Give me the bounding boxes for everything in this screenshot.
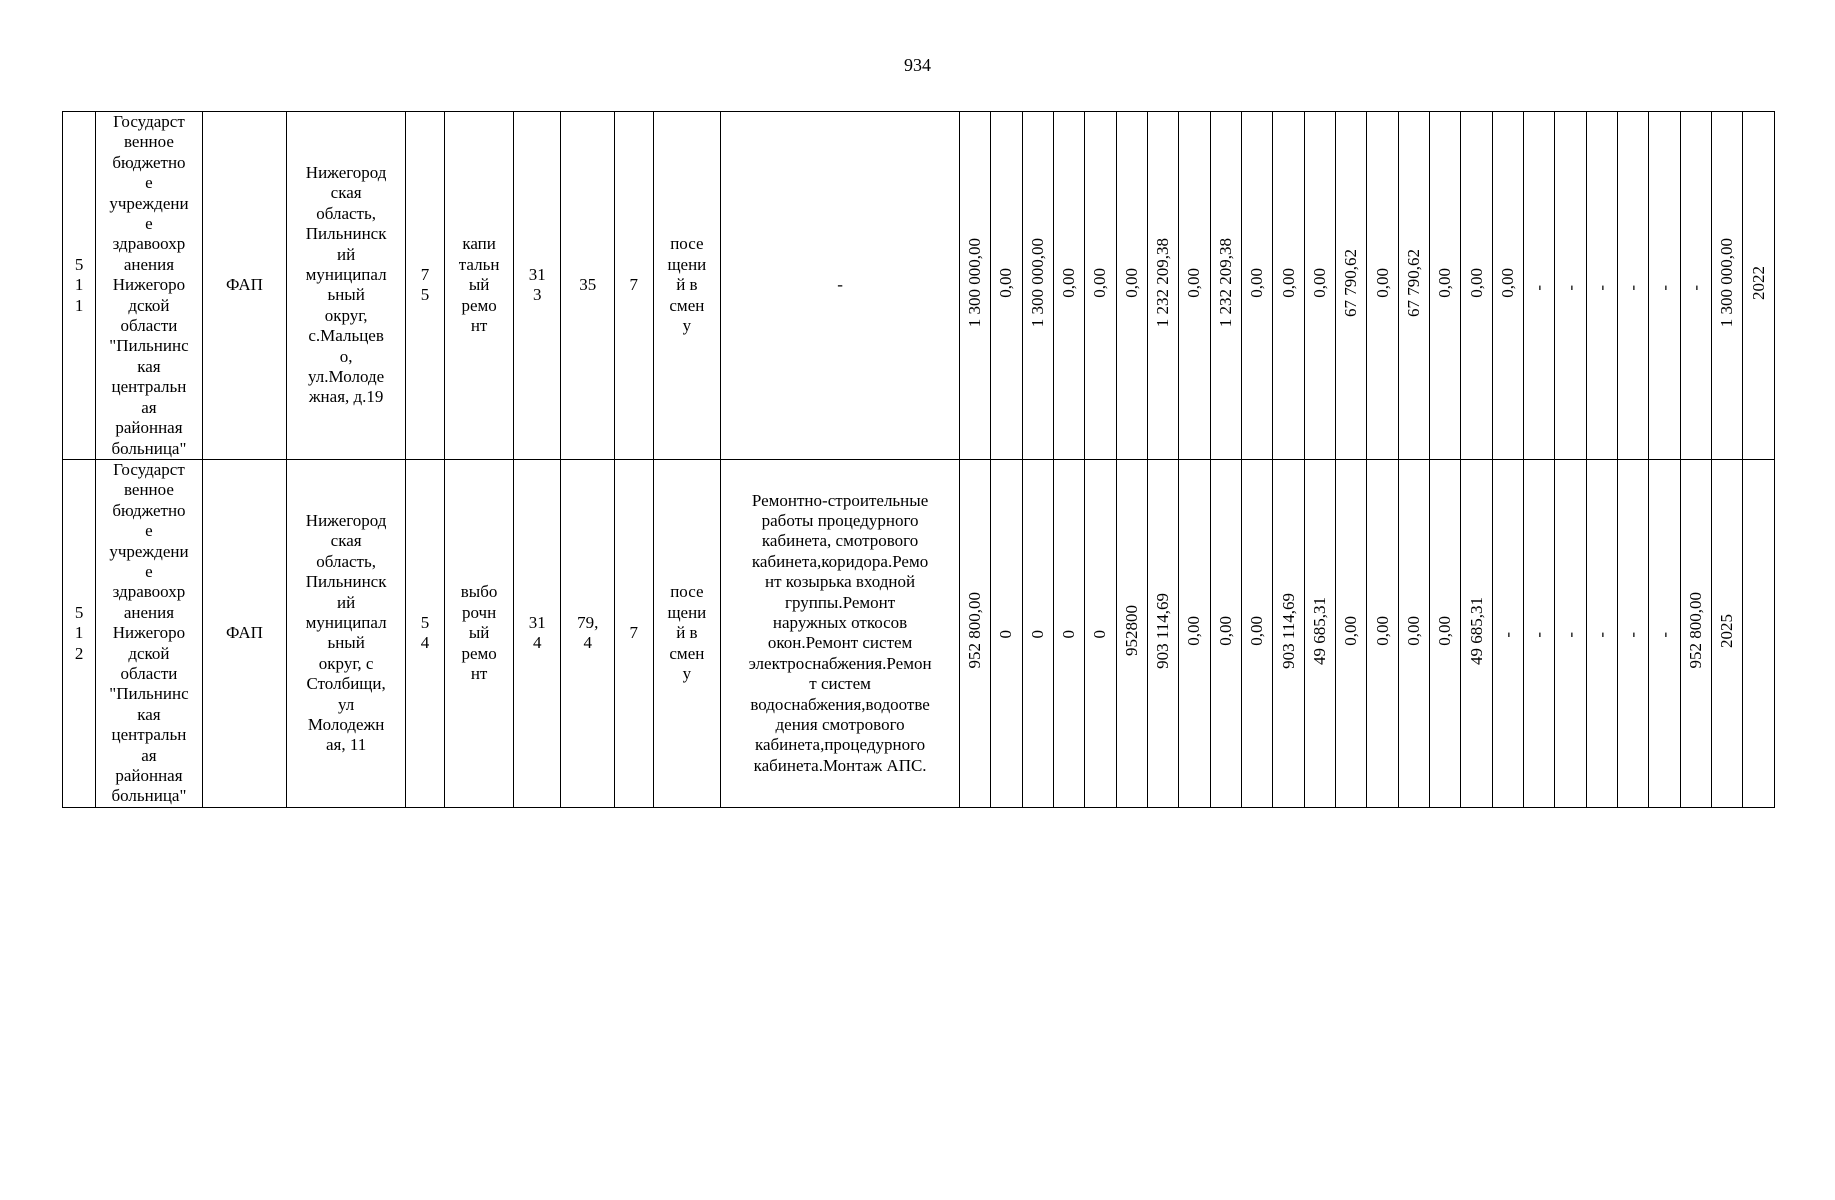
value-text: 0 (1027, 629, 1047, 639)
description-cell-line: кабинета,коридора.Ремо (751, 551, 929, 571)
row-index-cell-line: 1 (74, 275, 84, 295)
value-cell (1085, 459, 1116, 807)
value-cell (1398, 112, 1429, 460)
value-cell (1179, 459, 1210, 807)
work-type-cell-line: ый (468, 623, 490, 643)
value-cell (1618, 112, 1649, 460)
description-cell-line: работы процедурного (761, 510, 919, 530)
organization-cell-line: анения (123, 254, 175, 274)
unit-cell-line: й в (676, 623, 698, 643)
value-text: 0,00 (1497, 267, 1517, 298)
address-cell-line: ул.Молоде (308, 367, 385, 387)
unit-cell-line: у (682, 316, 692, 336)
value-text: 0,00 (1247, 267, 1267, 298)
value-cell (991, 459, 1022, 807)
col4-cell-line: 5 (420, 285, 430, 305)
work-type-cell-line: ремо (461, 295, 497, 315)
description-cell-line: электроснабжения.Ремон (748, 653, 932, 673)
value-cell (1336, 112, 1367, 460)
organization-cell-line: районная (115, 418, 183, 438)
value-cell (1461, 459, 1492, 807)
value-text: 0,00 (1372, 615, 1392, 646)
organization-cell-line: "Пильнинс (109, 336, 189, 356)
description-cell-line: Ремонтно-строительные (751, 490, 929, 510)
value-cell (1053, 459, 1084, 807)
work-type-cell-line: тальн (458, 254, 500, 274)
value-text: 903 114,69 (1153, 592, 1173, 669)
unit-cell-line: посе (670, 582, 704, 602)
organization-cell-line: е (145, 521, 153, 541)
address-cell-line: область, (316, 203, 376, 223)
value-cell (1241, 112, 1272, 460)
address-cell (287, 459, 405, 807)
value-text: 1 232 209,38 (1215, 238, 1235, 328)
organization-cell-line: ая (141, 745, 157, 765)
value-cell (1586, 459, 1617, 807)
description-cell-line: наружных откосов (772, 612, 908, 632)
value-text: - (1591, 284, 1611, 291)
organization-cell-line: кая (137, 356, 161, 376)
col4-cell (405, 459, 444, 807)
value-text: - (1529, 632, 1549, 639)
description-cell-line: кабинета,процедурного (754, 735, 926, 755)
unit-cell-line: щени (667, 602, 707, 622)
value-text: 1 300 000,00 (1027, 238, 1047, 328)
organization-cell-line: районная (115, 766, 183, 785)
unit-cell-line: у (682, 663, 692, 683)
col4-cell-line: 5 (420, 612, 430, 632)
organization-cell-line: анения (123, 602, 175, 622)
description-cell-line: кабинета, смотрового (761, 531, 919, 551)
col6-cell-line: 3 (532, 285, 542, 305)
address-cell-line: Пильнинск (305, 224, 387, 244)
value-text: 67 790,62 (1341, 248, 1361, 317)
value-cell (1492, 112, 1523, 460)
value-cell (1304, 112, 1335, 460)
value-cell (1053, 112, 1084, 460)
unit-cell (653, 459, 721, 807)
col6-cell (513, 459, 561, 807)
value-text: 0,00 (1466, 267, 1486, 298)
col6-cell-line: 4 (532, 633, 542, 653)
address-cell-line: ская (330, 183, 362, 203)
value-text: 1 300 000,00 (965, 238, 985, 328)
value-text: - (1529, 284, 1549, 291)
work-type-cell-line: капи (462, 234, 496, 254)
value-text: 1 300 000,00 (1717, 238, 1737, 328)
description-cell-line: водоснабжения,водоотве (750, 694, 930, 714)
value-text: 952 800,00 (1685, 592, 1705, 669)
organization-cell-line: венное (123, 480, 174, 500)
organization-cell-line: е (145, 173, 153, 193)
value-cell (1649, 459, 1680, 807)
value-text: 49 685,31 (1309, 596, 1329, 665)
value-cell (1147, 112, 1178, 460)
organization-cell-line: больница" (111, 438, 187, 458)
col7-cell (561, 112, 615, 460)
organization-cell-line: дской (128, 643, 170, 663)
col8-cell (615, 459, 653, 807)
description-cell (721, 112, 960, 460)
value-cell (991, 112, 1022, 460)
page-number: 934 (904, 55, 931, 75)
table-row (63, 459, 1775, 807)
organization-cell-line: венное (123, 132, 174, 152)
address-cell-line: Пильнинск (305, 572, 387, 592)
organization-cell-line: центральн (111, 377, 187, 397)
organization-cell-line: здравоохр (112, 234, 186, 254)
value-cell (1461, 112, 1492, 460)
value-text: 903 114,69 (1278, 592, 1298, 669)
col4-cell-line: 4 (420, 633, 430, 653)
value-text: 952 800,00 (965, 592, 985, 669)
value-cell (1022, 459, 1053, 807)
value-cell (959, 112, 990, 460)
value-text: 0,00 (1435, 615, 1455, 646)
value-text: 0,00 (1278, 267, 1298, 298)
work-type-cell-line: выбо (460, 582, 498, 602)
value-text: 0,00 (1184, 267, 1204, 298)
address-cell (287, 112, 405, 460)
value-cell (1273, 112, 1304, 460)
organization-cell (96, 459, 202, 807)
address-cell-line: муниципал (305, 612, 387, 632)
address-cell-line: муниципал (305, 265, 387, 285)
organization-cell-line: е (145, 561, 153, 581)
value-text: 0 (1059, 629, 1079, 639)
description-cell-line: т систем (809, 674, 871, 694)
value-cell (1743, 459, 1775, 807)
value-cell (1304, 459, 1335, 807)
value-text: - (1623, 632, 1643, 639)
address-cell-line: с.Мальцев (308, 326, 384, 346)
value-cell (1430, 112, 1461, 460)
value-cell (959, 459, 990, 807)
value-text: - (1591, 632, 1611, 639)
value-text: 0 (1090, 629, 1110, 639)
value-text: - (1560, 284, 1580, 291)
organization-cell-line: Государст (113, 112, 185, 131)
unit-cell-line: щени (667, 254, 707, 274)
value-cell (1430, 459, 1461, 807)
work-type-cell (445, 112, 514, 460)
value-cell (1555, 459, 1586, 807)
unit-cell-line: смен (669, 643, 705, 663)
value-cell (1712, 459, 1743, 807)
value-cell (1743, 112, 1775, 460)
organization-cell-line: е (145, 214, 153, 234)
address-cell-line: о, (339, 346, 353, 366)
value-text: 0,00 (1090, 267, 1110, 298)
value-cell (1210, 112, 1241, 460)
address-cell-line: ьный (327, 633, 365, 653)
value-cell (1085, 112, 1116, 460)
col7-cell-line: 35 (579, 275, 597, 295)
unit-cell-line: смен (669, 295, 705, 315)
row-index-cell (63, 112, 96, 460)
facility-type-cell-text: ФАП (226, 623, 263, 643)
address-cell-line: Нижегород (305, 510, 387, 530)
value-cell (1367, 112, 1398, 460)
value-cell (1241, 459, 1272, 807)
col8-cell (615, 112, 653, 460)
col7-cell-line: 79, (577, 612, 599, 632)
work-type-cell-line: нт (470, 663, 488, 683)
facility-type-cell-text: ФАП (226, 275, 263, 295)
description-cell-line: окон.Ремонт систем (767, 633, 913, 653)
work-type-cell-line: нт (470, 316, 488, 336)
col6-cell-line: 31 (528, 265, 546, 285)
unit-cell-line: посе (670, 234, 704, 254)
description-cell-line: нт козырька входной (765, 572, 916, 592)
value-text: - (1623, 284, 1643, 291)
organization-cell-line: "Пильнинс (109, 684, 189, 704)
facility-type-cell (202, 459, 287, 807)
col8-cell-line: 7 (629, 275, 639, 295)
value-cell (1492, 459, 1523, 807)
value-cell (1586, 112, 1617, 460)
value-text: 0,00 (1121, 267, 1141, 298)
description-cell-line: дения смотрового (775, 714, 905, 734)
description-cell-line: кабинета.Монтаж АПС. (753, 755, 927, 775)
organization-cell-line: центральн (111, 725, 187, 745)
organization-cell (96, 112, 202, 460)
address-cell-line: область, (316, 551, 376, 571)
table-row (63, 112, 1775, 460)
description-cell-line: группы.Ремонт (784, 592, 896, 612)
address-cell-line: Нижегород (305, 163, 387, 183)
organization-cell-line: кая (137, 704, 161, 724)
organization-cell-line: дской (128, 295, 170, 315)
value-text: - (1497, 632, 1517, 639)
value-text: 0,00 (1372, 267, 1392, 298)
address-cell-line: жная, д.19 (308, 387, 384, 407)
value-text: 1 232 209,38 (1153, 238, 1173, 328)
value-text: 0,00 (1403, 615, 1423, 646)
value-text: 0,00 (1184, 615, 1204, 646)
row-index-cell-line: 5 (74, 254, 84, 274)
organization-cell-line: здравоохр (112, 582, 186, 602)
address-cell-line: ская (330, 531, 362, 551)
value-cell (1336, 459, 1367, 807)
facility-type-cell (202, 112, 287, 460)
value-cell (1022, 112, 1053, 460)
value-cell (1273, 459, 1304, 807)
value-text: 2022 (1748, 265, 1768, 300)
organization-cell-line: Государст (113, 459, 185, 479)
organization-cell-line: больница" (111, 786, 187, 806)
col8-cell-line: 7 (629, 623, 639, 643)
value-text: 0,00 (1309, 267, 1329, 298)
address-cell-line: ая, 11 (326, 735, 367, 755)
unit-cell (653, 112, 721, 460)
value-text: 2025 (1717, 613, 1737, 648)
description-cell-line: - (837, 275, 843, 295)
data-table (62, 111, 1775, 808)
description-cell (721, 459, 960, 807)
row-index-cell-line: 1 (74, 623, 84, 643)
value-text: 0,00 (1341, 615, 1361, 646)
value-cell (1649, 112, 1680, 460)
row-index-cell (63, 459, 96, 807)
row-index-cell-line: 1 (74, 295, 84, 315)
value-cell (1116, 112, 1147, 460)
value-text: - (1685, 284, 1705, 291)
value-text: - (1560, 632, 1580, 639)
address-cell-line: ий (337, 592, 356, 612)
unit-cell-line: й в (676, 275, 698, 295)
value-text: - (1654, 632, 1674, 639)
address-cell-line: ий (337, 244, 356, 264)
value-text: 0,00 (1247, 615, 1267, 646)
value-text: 67 790,62 (1403, 248, 1423, 317)
row-index-cell-line: 5 (74, 602, 84, 622)
value-cell (1367, 459, 1398, 807)
col6-cell-line: 31 (528, 612, 546, 632)
col4-cell-line: 7 (420, 265, 430, 285)
value-cell (1116, 459, 1147, 807)
address-cell-line: округ, с (318, 653, 374, 673)
row-index-cell-line: 2 (74, 643, 84, 663)
organization-cell-line: области (120, 316, 178, 336)
value-text: 0,00 (1215, 615, 1235, 646)
value-text: 0,00 (1435, 267, 1455, 298)
organization-cell-line: бюджетно (112, 500, 186, 520)
value-cell (1179, 112, 1210, 460)
value-text: 49 685,31 (1466, 596, 1486, 665)
value-text: 952800 (1121, 605, 1141, 657)
value-text: 0,00 (996, 267, 1016, 298)
address-cell-line: Столбищи, (306, 674, 386, 694)
value-cell (1680, 459, 1711, 807)
value-text: - (1654, 284, 1674, 291)
value-cell (1524, 459, 1555, 807)
value-text: 0 (996, 629, 1016, 639)
value-cell (1618, 459, 1649, 807)
work-type-cell-line: ремо (461, 643, 497, 663)
work-type-cell-line: ый (468, 275, 490, 295)
address-cell-line: ул (338, 694, 355, 714)
address-cell-line: округ, (324, 305, 368, 325)
work-type-cell (445, 459, 514, 807)
value-cell (1555, 112, 1586, 460)
value-cell (1712, 112, 1743, 460)
value-cell (1524, 112, 1555, 460)
address-cell-line: ьный (327, 285, 365, 305)
col7-cell (561, 459, 615, 807)
organization-cell-line: бюджетно (112, 152, 186, 172)
value-cell (1147, 459, 1178, 807)
value-text: 0,00 (1059, 267, 1079, 298)
col7-cell-line: 4 (583, 633, 593, 653)
value-cell (1680, 112, 1711, 460)
value-cell (1398, 459, 1429, 807)
organization-cell-line: области (120, 663, 178, 683)
organization-cell-line: учреждени (109, 193, 189, 213)
organization-cell-line: Нижегоро (112, 623, 186, 643)
organization-cell-line: ая (141, 397, 157, 417)
col6-cell (513, 112, 561, 460)
value-cell (1210, 459, 1241, 807)
work-type-cell-line: рочн (461, 602, 497, 622)
organization-cell-line: учреждени (109, 541, 189, 561)
organization-cell-line: Нижегоро (112, 275, 186, 295)
address-cell-line: Молодежн (307, 714, 385, 734)
col4-cell (405, 112, 444, 460)
